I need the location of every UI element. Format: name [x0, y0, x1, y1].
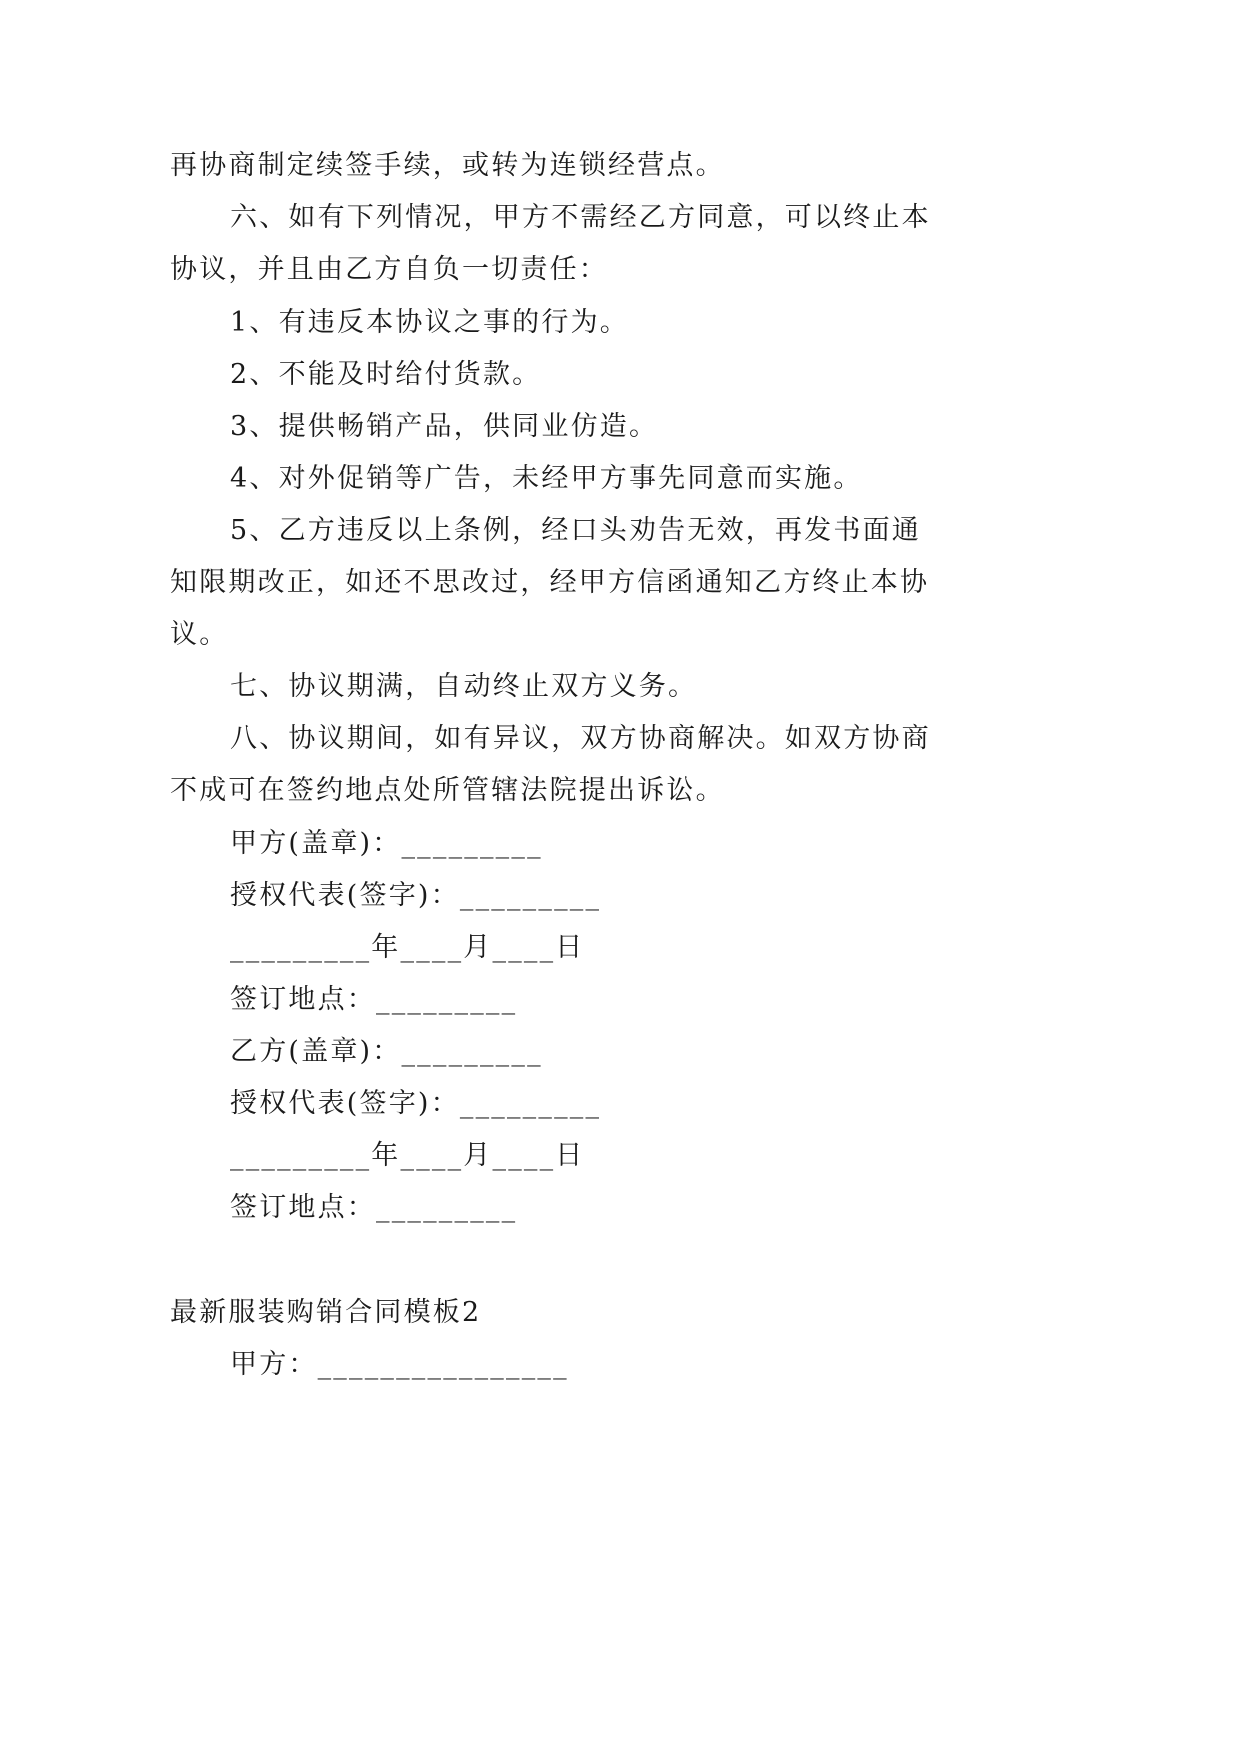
list-item: 1、有违反本协议之事的行为。 [230, 307, 629, 338]
paragraph-line: 知限期改正，如还不思改过，经甲方信函通知乙方终止本协 [170, 567, 930, 598]
location-field-b: 签订地点：_________ [230, 1192, 518, 1223]
paragraph-line: 协议，并且由乙方自负一切责任： [170, 254, 608, 285]
section-title: 最新服装购销合同模板2 [170, 1297, 482, 1328]
paragraph-line: 再协商制定续签手续，或转为连锁经营点。 [170, 150, 725, 181]
list-item: 5、乙方违反以上条例，经口头劝告无效，再发书面通 [230, 515, 921, 546]
signature-field-rep-a: 授权代表(签字)：_________ [230, 880, 602, 911]
paragraph-line: 不成可在签约地点处所管辖法院提出诉讼。 [170, 775, 725, 806]
paragraph-line: 七、协议期满，自动终止双方义务。 [230, 671, 698, 702]
signature-field-party-b: 乙方(盖章)：_________ [230, 1036, 543, 1067]
location-field-a: 签订地点：_________ [230, 984, 518, 1015]
date-field-a: _________年____月____日 [230, 932, 585, 963]
party-a-field: 甲方：________________ [230, 1349, 569, 1380]
list-item: 3、提供畅销产品，供同业仿造。 [230, 411, 659, 442]
list-item: 4、对外促销等广告，未经甲方事先同意而实施。 [230, 463, 863, 494]
paragraph-line: 八、协议期间，如有异议，双方协商解决。如双方协商 [230, 723, 931, 754]
signature-field-rep-b: 授权代表(签字)：_________ [230, 1088, 602, 1119]
signature-field-party-a: 甲方(盖章)：_________ [230, 828, 543, 859]
paragraph-line: 议。 [170, 619, 229, 650]
list-item: 2、不能及时给付货款。 [230, 359, 542, 390]
date-field-b: _________年____月____日 [230, 1140, 585, 1171]
paragraph-line: 六、如有下列情况，甲方不需经乙方同意，可以终止本 [230, 202, 931, 233]
